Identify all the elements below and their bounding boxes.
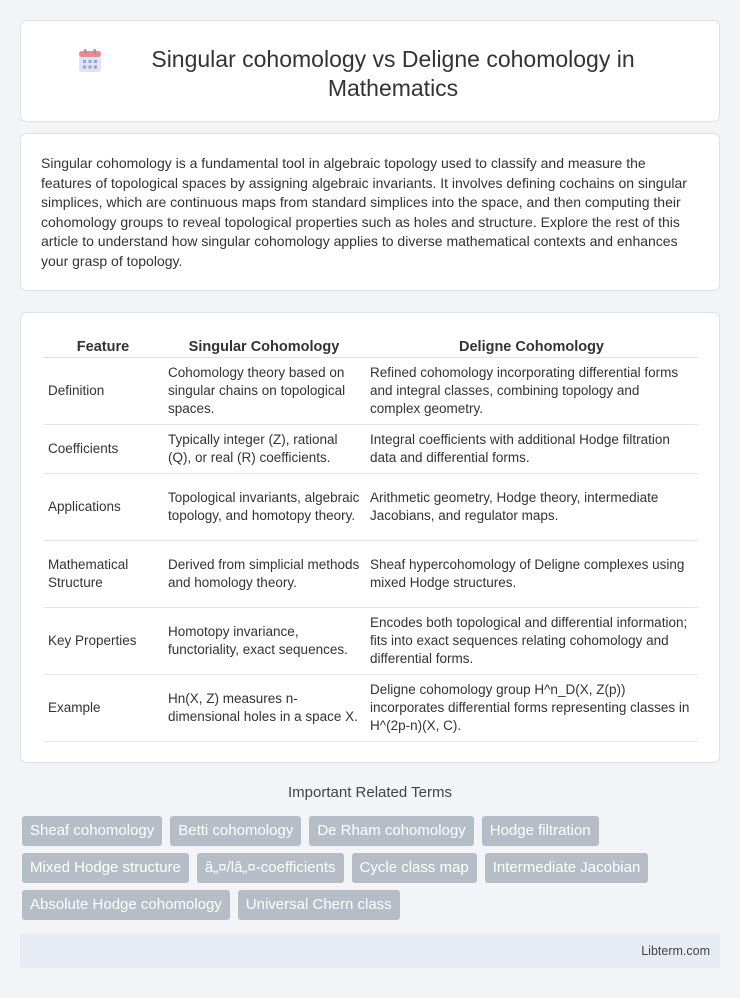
table-row [43, 473, 698, 540]
row-feature: Mathematical Structure [43, 540, 163, 607]
row-deligne: Arithmetic geometry, Hodge theory, intermediate Jacobians, and regulator maps. [365, 473, 698, 540]
table-row [43, 424, 698, 473]
table-row [43, 674, 698, 741]
header-singular: Singular Cohomology [163, 335, 365, 357]
calendar-icon [77, 48, 103, 74]
related-term-tag[interactable]: Absolute Hodge cohomology [22, 890, 230, 920]
footer [20, 934, 720, 968]
header-card [20, 20, 720, 122]
row-feature: Coefficients [43, 424, 163, 473]
intro-card [20, 133, 720, 291]
related-terms-list [22, 816, 712, 920]
related-terms-title: Important Related Terms [288, 784, 452, 801]
row-deligne: Refined cohomology incorporating differential forms and integral classes, combining topology and complex geometry. [365, 357, 698, 424]
footer-site-link[interactable]: Libterm.com [641, 944, 710, 958]
related-term-tag[interactable]: Intermediate Jacobian [485, 853, 649, 883]
row-feature: Key Properties [43, 607, 163, 674]
row-singular: Typically integer (Z), rational (Q), or real (R) coefficients. [163, 424, 365, 473]
row-feature: Example [43, 674, 163, 741]
row-singular: Derived from simplicial methods and homology theory. [163, 540, 365, 607]
related-term-tag[interactable]: Sheaf cohomology [22, 816, 162, 846]
row-deligne: Sheaf hypercohomology of Deligne complexes using mixed Hodge structures. [365, 540, 698, 607]
table-row [43, 357, 698, 424]
header-feature: Feature [43, 335, 163, 357]
table-row [43, 607, 698, 674]
related-term-tag[interactable]: Cycle class map [352, 853, 477, 883]
related-term-tag[interactable]: Hodge filtration [482, 816, 599, 846]
row-deligne: Integral coefficients with additional Hodge filtration data and differential forms. [365, 424, 698, 473]
row-deligne: Encodes both topological and differential information; fits into exact sequences relating cohomology and differential forms. [365, 607, 698, 674]
related-term-tag[interactable]: Betti cohomology [170, 816, 301, 846]
row-singular: Hn(X, Z) measures n-dimensional holes in a space X. [163, 674, 365, 741]
header-deligne: Deligne Cohomology [365, 335, 698, 357]
row-deligne: Deligne cohomology group H^n_D(X, Z(p)) incorporates differential forms representing classes in H^(2p-n)(X, C). [365, 674, 698, 741]
comparison-table-card [20, 312, 720, 763]
related-term-tag[interactable]: â„¤/lâ„¤-coefficients [197, 853, 344, 883]
related-term-tag[interactable]: De Rham cohomology [309, 816, 473, 846]
row-singular: Topological invariants, algebraic topology, and homotopy theory. [163, 473, 365, 540]
table-row [43, 540, 698, 607]
related-term-tag[interactable]: Universal Chern class [238, 890, 400, 920]
row-feature: Applications [43, 473, 163, 540]
row-singular: Cohomology theory based on singular chains on topological spaces. [163, 357, 365, 424]
comparison-table [43, 335, 698, 742]
row-feature: Definition [43, 357, 163, 424]
page-title: Singular cohomology vs Deligne cohomology in Mathematics [151, 46, 635, 101]
row-singular: Homotopy invariance, functoriality, exact sequences. [163, 607, 365, 674]
table-header-row [43, 335, 698, 357]
intro-paragraph: Singular cohomology is a fundamental tool in algebraic topology used to classify and measure the features of topological spaces by assigning algebraic invariants. It involves defining cochains on singular simplices, which are continuous maps from standard simplices into the space, and then computing their cohomology groups to reveal topological properties such as holes and structure. Explore the rest of this article to understand how singular cohomology applies to diverse mathematical contexts and enhances your grasp of topology. [41, 155, 687, 269]
related-term-tag[interactable]: Mixed Hodge structure [22, 853, 189, 883]
